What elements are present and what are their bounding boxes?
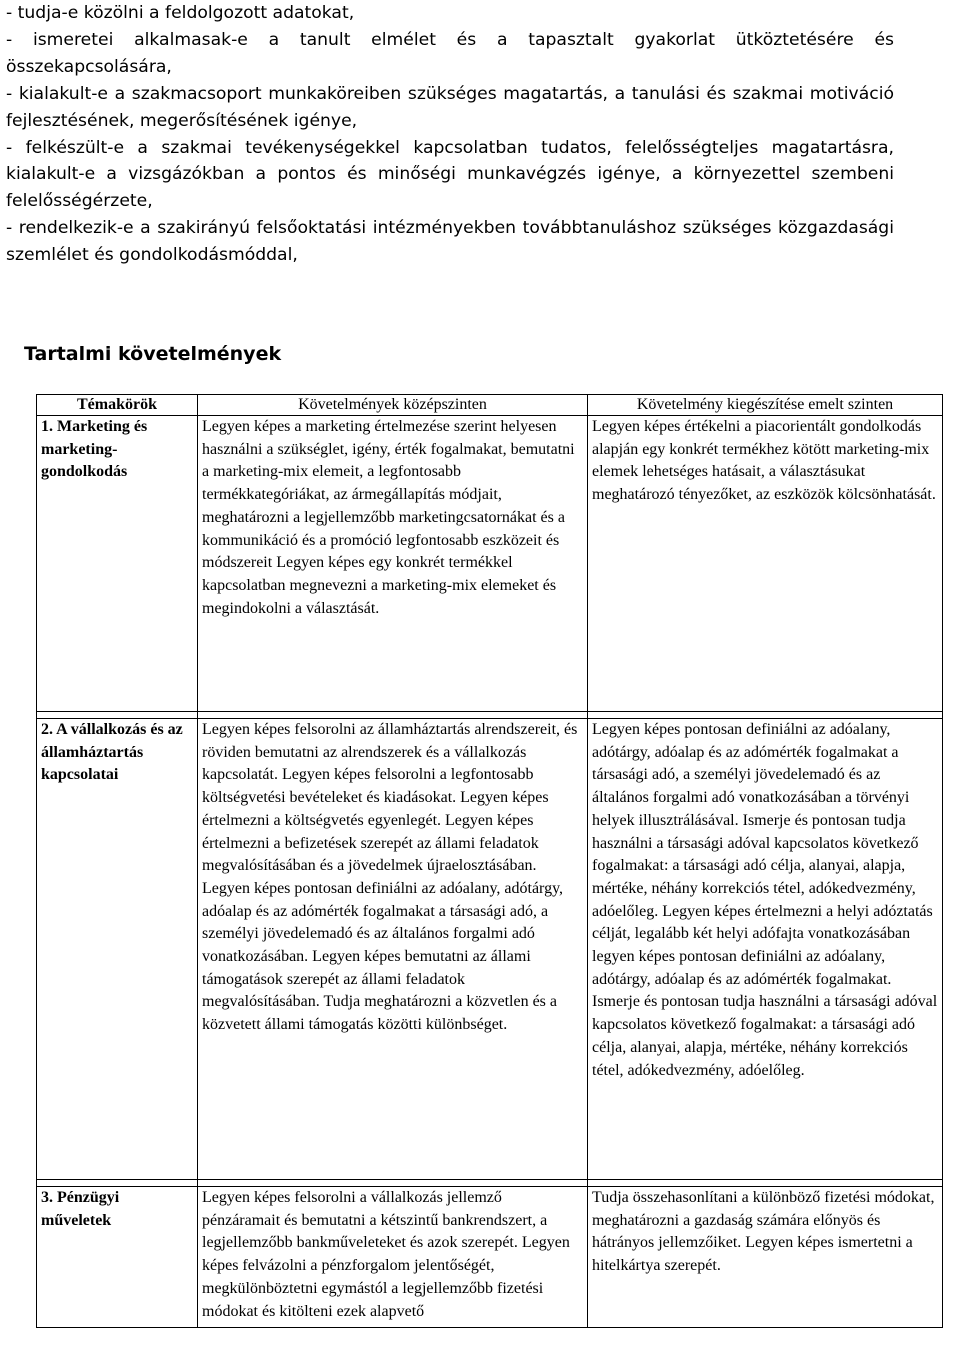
table-row (37, 719, 943, 1180)
mid-level-cell: Legyen képes felsorolni a vállalkozás jellemző pénzáramait és bemutatni a kétszintű bankrendszert, a legjellemzőbb bankműveleteket és azok szerepét. Legyen képes felvázolni a pénzforgalom jelentőségét, megkülönböztetni egymástól a legjellemzőbb fizetési módokat és kitölteni ezek alapvető (198, 1187, 588, 1328)
topic-cell: 2. A vállalkozás és az államháztartás kapcsolatai (37, 719, 198, 1180)
header-mid-level: Követelmények középszinten (198, 395, 588, 416)
spacer-cell (198, 1180, 588, 1187)
section-title: Tartalmi követelmények (24, 343, 282, 365)
advanced-level-cell: Tudja összehasonlítani a különböző fizetési módokat, meghatározni a gazdaság számára előnyös és hátrányos jellemzőiket. Legyen képes ismertetni a hitelkártya szerepét. (588, 1187, 943, 1328)
mid-level-cell: Legyen képes a marketing értelmezése szerint helyesen használni a szükséglet, igény, érték fogalmakat, bemutatni a marketing-mix elemeit, a legfontosabb termékkategóriákat, az ármegállapítás módjait, meghatározni a legjellemzőbb marketingcsatornákat és a kommunikáció és a promóció legfontosabb eszközeit és módszereit Legyen képes egy konkrét termékkel kapcsolatban megnevezni a marketing-mix elemeket és megindokolni a választását. (198, 416, 588, 712)
spacer-cell (588, 712, 943, 719)
table-row (37, 1187, 943, 1328)
intro-line: - rendelkezik-e a szakirányú felsőoktatási intézményekben továbbtanuláshoz szükséges közgazdasági szemlélet és gondolkodásmóddal, (6, 218, 894, 266)
table-row (37, 416, 943, 712)
table-header-row (37, 395, 943, 416)
header-advanced-level: Követelmény kiegészítése emelt szinten (588, 395, 943, 416)
spacer-cell (198, 712, 588, 719)
spacer-cell (588, 1180, 943, 1187)
mid-level-cell: Legyen képes felsorolni az államháztartás alrendszereit, és röviden bemutatni az alrendszerek és a vállalkozás kapcsolatát. Legyen képes felsorolni a legfontosabb költségvetési bevételeket és kiadásokat. Legyen képes értelmezni a költségvetés egyenlegét. Legyen képes értelmezni a befizetések szerepét az állami feladatok megvalósításában és a jövedelmek újraelosztásában. Legyen képes pontosan definiálni az adóalany, adótárgy, adóalap és az adómérték fogalmakat a társasági adó, a személyi jövedelemadó és az általános forgalmi adó vonatkozásában. Legyen képes bemutatni az állami támogatások szerepét az állami feladatok megvalósításában. Tudja meghatározni a közvetlen és a közvetett állami támogatás közötti különbséget. (198, 719, 588, 1180)
topic-cell: 1. Marketing és marketing-gondolkodás (37, 416, 198, 712)
intro-line: - felkészült-e a szakmai tevékenységekkel kapcsolatban tudatos, felelősségteljes magatartásra, kialakult-e a vizsgázókban a pontos és minőségi munkavégzés igénye, a környezettel szembeni felelősségérzete, (6, 137, 894, 212)
intro-line: - ismeretei alkalmasak-e a tanult elmélet és a tapasztalt gyakorlat ütköztetésére és összekapcsolására, (6, 29, 894, 77)
advanced-level-cell: Legyen képes értékelni a piacorientált gondolkodás alapján egy konkrét termékhez kötött marketing-mix elemek lehetséges hatásait, a választásukat meghatározó tényezőket, az eszközök kölcsönhatását. (588, 416, 943, 712)
header-topics: Témakörök (37, 395, 198, 416)
requirements-table (36, 394, 943, 1328)
intro-line: - kialakult-e a szakmacsoport munkaköreiben szükséges magatartás, a tanulási és szakmai motiváció fejlesztésének, megerősítésének igénye, (6, 83, 894, 131)
table-spacer-row (37, 712, 943, 719)
intro-text (6, 0, 894, 269)
spacer-cell (37, 1180, 198, 1187)
topic-cell: 3. Pénzügyi műveletek (37, 1187, 198, 1328)
table-spacer-row (37, 1180, 943, 1187)
spacer-cell (37, 712, 198, 719)
advanced-level-cell: Legyen képes pontosan definiálni az adóalany, adótárgy, adóalap és az adómérték fogalmakat a társasági adó, a személyi jövedelemadó és az általános forgalmi adó vonatkozásában a törvényi helyek illusztrálásával. Ismerje és pontosan tudja használni a társasági adóval kapcsolatos következő fogalmakat: a társasági adó célja, alanyai, alapja, mértéke, néhány korrekciós tétel, adókedvezmény, adóelőleg. Legyen képes értelmezni a helyi adóztatás célját, legalább két helyi adófajta vonatkozásában legyen képes pontosan definiálni az adóalany, adótárgy, adóalap és az adómérték fogalmakat. Ismerje és pontosan tudja használni a társasági adóval kapcsolatos következő fogalmakat: a társasági adó célja, alanyai, alapja, mértéke, néhány korrekciós tétel, adókedvezmény, adóelőleg. (588, 719, 943, 1180)
intro-line: - tudja-e közölni a feldolgozott adatokat, (6, 3, 355, 23)
